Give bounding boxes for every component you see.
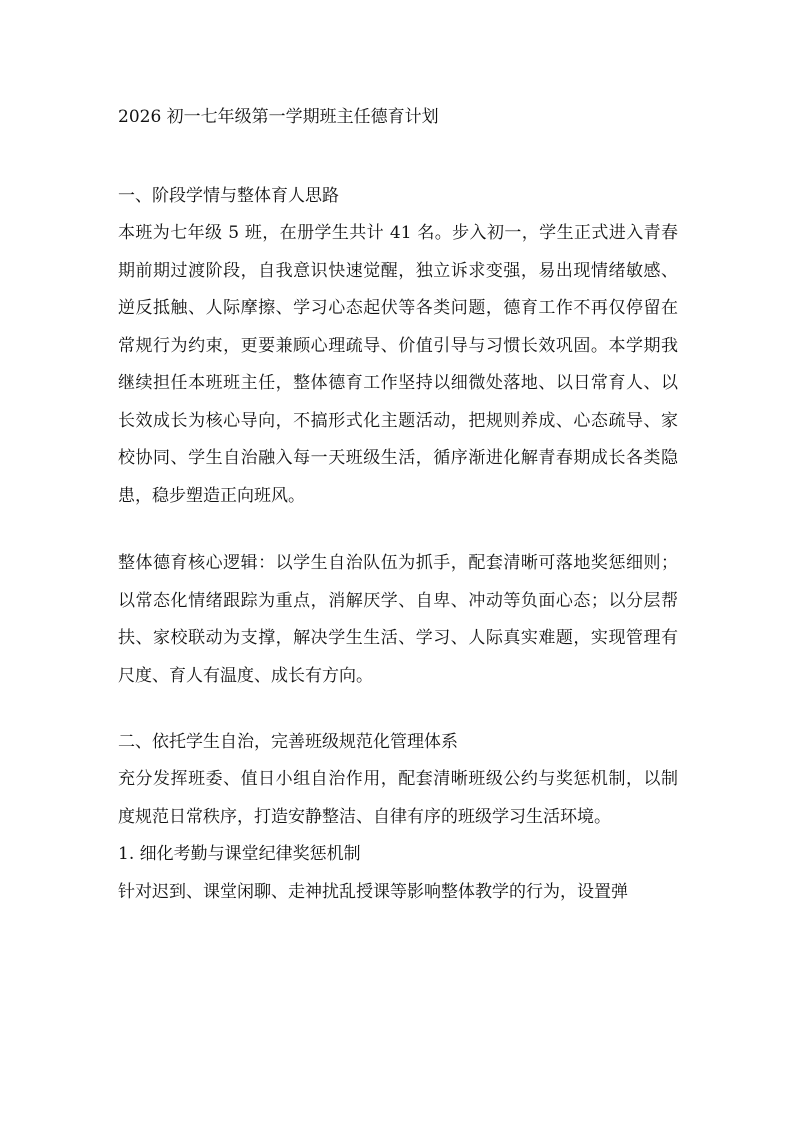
section-2-subheading-1: 1. 细化考勤与课堂纪律奖惩机制	[118, 844, 361, 864]
section-2-paragraph-2: 针对迟到、课堂闲聊、走神扰乱授课等影响整体教学的行为，设置弹	[118, 881, 628, 902]
section-1-paragraph-2: 整体德育核心逻辑：以学生自治队伍为抓手，配套清晰可落地奖惩细则；以常态化情绪跟踪为重点，消解厌学、自卑、冲动等负面心态；以分层帮扶、家校联动为支撑，解决学生生活、学习、人际真实难题，实现管理有尺度、育人有温度、成长有方向。	[118, 553, 678, 686]
section-1-heading: 一、阶段学情与整体育人思路	[118, 186, 339, 206]
document-body	[118, 103, 678, 911]
section-2-heading: 二、依托学生自治，完善班级规范化管理体系	[118, 732, 458, 752]
document-title: 2026 初一七年级第一学期班主任德育计划	[118, 107, 439, 127]
section-2-paragraph-1: 充分发挥班委、值日小组自治作用，配套清晰班级公约与奖惩机制，以制度规范日常秩序，打造安静整洁、自律有序的班级学习生活环境。	[118, 769, 678, 827]
section-1-paragraph-1: 本班为七年级 5 班，在册学生共计 41 名。步入初一，学生正式进入青春期前期过渡阶段，自我意识快速觉醒，独立诉求变强，易出现情绪敏感、逆反抵触、人际摩擦、学习心态起伏等各类问题，德育工作不再仅停留在常规行为约束，更要兼顾心理疏导、价值引导与习惯长效巩固。本学期我继续担任本班班主任，整体德育工作坚持以细微处落地、以日常育人、以长效成长为核心导向，不搞形式化主题活动，把规则养成、心态疏导、家校协同、学生自治融入每一天班级生活，循序渐进化解青春期成长各类隐患，稳步塑造正向班风。	[118, 223, 678, 506]
